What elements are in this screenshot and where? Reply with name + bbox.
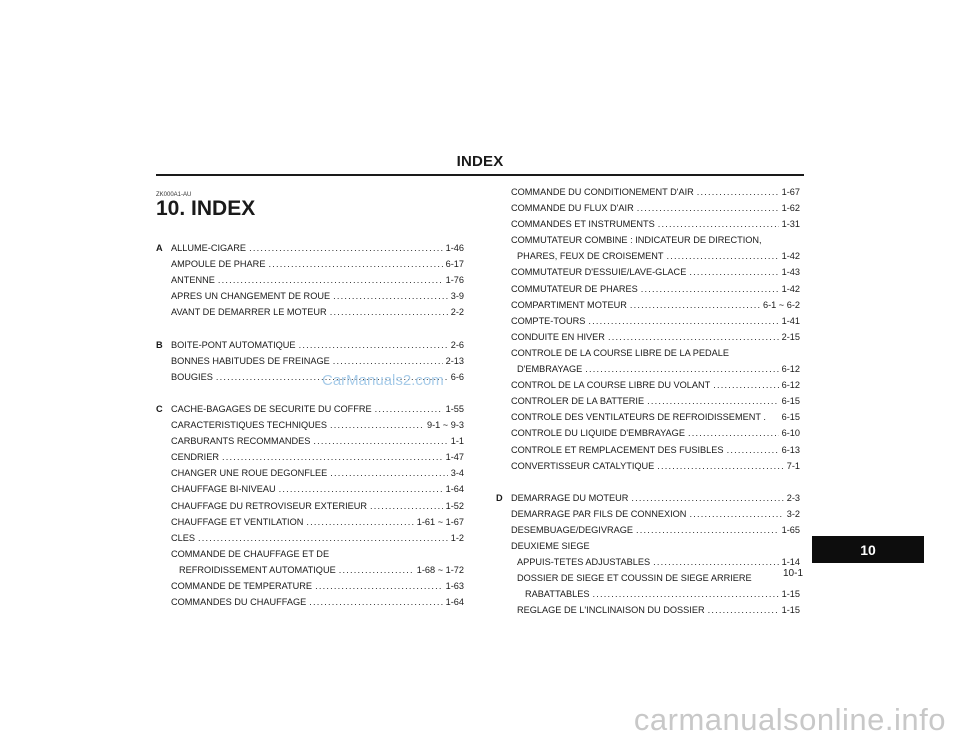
index-letter — [496, 216, 511, 232]
index-gap — [496, 474, 800, 490]
index-entry[interactable] — [496, 329, 800, 345]
dot-leader — [315, 578, 443, 594]
dot-leader — [309, 594, 442, 610]
index-letter — [156, 514, 171, 530]
index-page-ref: 1-31 — [781, 219, 800, 230]
index-entry[interactable] — [496, 602, 800, 618]
index-entry[interactable] — [156, 288, 464, 304]
index-page-ref: 6-1 ~ 6-2 — [762, 299, 800, 310]
chapter-tab-label: 10 — [860, 541, 876, 558]
index-entry-name: CLES — [171, 532, 196, 543]
index-letter — [496, 184, 511, 200]
index-entry-name: AVANT DE DEMARRER LE MOTEUR — [171, 307, 327, 318]
index-entry-name: ANTENNE — [171, 275, 215, 286]
index-entry[interactable] — [156, 546, 464, 562]
index-entry-name: DESEMBUAGE/DEGIVRAGE — [511, 524, 634, 535]
dot-leader — [330, 304, 448, 320]
index-entry-name: DEMARRAGE DU MOTEUR — [511, 492, 629, 503]
index-entry-name: REGLAGE DE L'INCLINAISON DU DOSSIER — [517, 605, 705, 616]
index-page-ref: 6-15 — [781, 412, 800, 423]
index-entry[interactable] — [496, 409, 800, 425]
index-entry-name: CHAUFFAGE ET VENTILATION — [171, 516, 304, 527]
index-entry[interactable] — [496, 216, 800, 232]
index-page-ref: 1-43 — [781, 267, 800, 278]
index-entry-name: COMMUTATEUR DE PHARES — [511, 283, 638, 294]
index-entry[interactable] — [496, 248, 800, 264]
index-entry[interactable] — [156, 449, 464, 465]
index-letter — [496, 393, 511, 409]
index-letter — [496, 297, 511, 313]
index-letter — [496, 377, 511, 393]
dot-leader — [657, 458, 783, 474]
index-entry[interactable] — [496, 554, 800, 570]
dot-leader — [249, 240, 443, 256]
index-page-ref: 2-2 — [450, 307, 464, 318]
index-letter — [496, 425, 511, 441]
index-page-ref: 6-12 — [781, 380, 800, 391]
dot-leader — [198, 530, 448, 546]
index-entry[interactable] — [496, 377, 800, 393]
index-entry-name: ALLUME-CIGARE — [171, 243, 247, 253]
index-letter — [156, 417, 171, 433]
dot-leader — [630, 297, 760, 313]
index-entry-name: COMMANDE DE TEMPERATURE — [171, 580, 313, 591]
dot-leader — [631, 490, 783, 506]
index-entry-name: COMMANDE DE CHAUFFAGE ET DE — [171, 548, 330, 559]
index-entry[interactable] — [156, 256, 464, 272]
index-letter — [496, 264, 511, 280]
index-letter — [156, 288, 171, 304]
index-entry[interactable] — [496, 297, 800, 313]
index-entry-name: CONVERTISSEUR CATALYTIQUE — [511, 460, 655, 471]
index-page-ref: 6-15 — [781, 396, 800, 407]
index-page-ref: 1-14 — [781, 557, 800, 568]
index-letter: A — [156, 243, 163, 253]
dot-leader — [333, 353, 443, 369]
index-entry-name: CONTROLE DE LA COURSE LIBRE DE LA PEDALE — [511, 347, 730, 358]
index-page-ref: 1-15 — [781, 605, 800, 616]
index-letter — [156, 369, 171, 385]
index-entry[interactable] — [156, 272, 464, 288]
index-entry-name: REFROIDISSEMENT AUTOMATIQUE — [179, 564, 336, 575]
index-page-ref: 1-68 ~ 1-72 — [416, 564, 464, 575]
index-entry[interactable] — [496, 442, 800, 458]
index-entry[interactable] — [156, 433, 464, 449]
index-page-ref: 1-67 — [781, 187, 800, 197]
index-entry[interactable] — [156, 240, 464, 256]
index-entry-name: CONTROLER DE LA BATTERIE — [511, 396, 645, 407]
index-entry-name: CONTROL DE LA COURSE LIBRE DU VOLANT — [511, 380, 711, 391]
index-entry[interactable] — [496, 538, 800, 554]
index-entry[interactable] — [156, 337, 464, 353]
index-entry[interactable] — [156, 401, 464, 417]
index-page-ref: 6-17 — [445, 259, 464, 270]
index-entry[interactable] — [156, 353, 464, 369]
index-entry-name: BOUGIES — [171, 371, 213, 382]
index-page-ref: 1-47 — [445, 452, 464, 463]
index-page-ref: 1-15 — [781, 589, 800, 600]
index-entry[interactable] — [496, 506, 800, 522]
index-entry-name: DEMARRAGE PAR FILS DE CONNEXION — [511, 508, 687, 519]
index-letter — [496, 586, 511, 602]
index-letter — [156, 481, 171, 497]
index-letter — [156, 449, 171, 465]
index-entry-name: CARACTERISTIQUES TECHNIQUES — [171, 420, 328, 431]
index-letter — [156, 562, 171, 578]
chapter-tab[interactable] — [812, 536, 924, 563]
index-entry[interactable] — [496, 490, 800, 506]
index-page-ref: 9-1 ~ 9-3 — [426, 420, 464, 431]
index-entry-name: COMMANDE DU CONDITIONEMENT D'AIR — [511, 187, 694, 197]
index-entry[interactable] — [496, 281, 800, 297]
index-entry[interactable] — [156, 498, 464, 514]
dot-leader — [279, 481, 443, 497]
index-page-ref: 1-52 — [445, 500, 464, 511]
index-entry-name: CONTROLE DU LIQUIDE D'EMBRAYAGE — [511, 428, 685, 439]
index-entry-name: CONTROLE ET REMPLACEMENT DES FUSIBLES — [511, 444, 724, 455]
index-entry[interactable] — [156, 481, 464, 497]
index-entry[interactable] — [496, 425, 800, 441]
index-page-ref: 1-42 — [781, 283, 800, 294]
index-entry[interactable] — [496, 345, 800, 361]
dot-leader — [667, 248, 779, 264]
index-entry-name: COMMUTATEUR D'ESSUIE/LAVE-GLACE — [511, 267, 687, 278]
index-letter — [496, 248, 511, 264]
index-entry-name: COMMUTATEUR COMBINE : INDICATEUR DE DIRECTION, — [511, 235, 762, 246]
index-entry[interactable] — [496, 522, 800, 538]
index-letter — [496, 313, 511, 329]
dot-leader — [268, 256, 442, 272]
index-page-ref: 7-1 — [786, 460, 800, 471]
dot-leader — [330, 465, 448, 481]
index-page-ref: 3-2 — [786, 508, 800, 519]
index-entry-name: CONTROLE DES VENTILATEURS DE REFROIDISSEMENT . — [511, 412, 766, 423]
index-entry-name: D'EMBRAYAGE — [517, 364, 583, 375]
index-entry[interactable] — [496, 200, 800, 216]
index-entry[interactable] — [156, 594, 464, 610]
index-page-ref: 6-10 — [781, 428, 800, 439]
index-letter — [156, 353, 171, 369]
index-page-ref: 1-61 ~ 1-67 — [416, 516, 464, 527]
index-entry-name: PHARES, FEUX DE CROISEMENT — [517, 251, 664, 262]
index-page-ref: 1-64 — [445, 484, 464, 495]
index-entry[interactable] — [496, 393, 800, 409]
index-entry[interactable] — [156, 514, 464, 530]
index-letter — [496, 554, 511, 570]
index-entry-name: APRES UN CHANGEMENT DE ROUE — [171, 291, 331, 302]
dot-leader — [313, 433, 447, 449]
index-letter — [156, 578, 171, 594]
index-letter — [156, 546, 171, 562]
index-entry[interactable] — [496, 361, 800, 377]
dot-leader — [708, 602, 779, 618]
index-letter — [156, 272, 171, 288]
dot-leader — [588, 313, 778, 329]
page-number: 10-1 — [782, 568, 803, 579]
index-letter — [156, 530, 171, 546]
dot-leader — [697, 184, 779, 200]
index-page-ref: 1-64 — [445, 597, 464, 608]
index-entry-name: CENDRIER — [171, 452, 219, 463]
dot-leader — [299, 337, 448, 353]
index-page-ref: 2-3 — [786, 492, 800, 503]
index-letter — [156, 594, 171, 610]
index-letter — [496, 232, 511, 248]
index-letter — [496, 570, 511, 586]
header-rule — [156, 174, 804, 176]
index-entry-name: CHAUFFAGE BI-NIVEAU — [171, 484, 276, 495]
dot-leader — [608, 329, 779, 345]
index-letter — [496, 522, 511, 538]
index-page-ref: 1-55 — [445, 403, 464, 414]
index-entry-name: BONNES HABITUDES DE FREINAGE — [171, 355, 330, 366]
index-entry-name: COMMANDES DU CHAUFFAGE — [171, 597, 307, 608]
index-entry-name: APPUIS-TETES ADJUSTABLES — [517, 557, 651, 568]
index-letter: C — [156, 403, 163, 414]
index-letter — [156, 256, 171, 272]
watermark-footer: carmanualsonline.info — [633, 702, 946, 737]
dot-leader — [375, 401, 443, 417]
index-entry-name: COMMANDE DU FLUX D'AIR — [511, 203, 634, 214]
index-column-right — [496, 184, 800, 619]
index-entry[interactable] — [156, 562, 464, 578]
index-page-ref: 6-13 — [781, 444, 800, 455]
index-entry[interactable] — [496, 264, 800, 280]
index-page-ref: 1-62 — [781, 203, 800, 214]
dot-leader — [689, 506, 783, 522]
index-entry-name: DOSSIER DE SIEGE ET COUSSIN DE SIEGE ARRIERE — [517, 573, 752, 584]
index-letter — [496, 361, 511, 377]
index-entry-name: CHANGER UNE ROUE DEGONFLEE — [171, 468, 328, 479]
index-letter — [496, 329, 511, 345]
index-entry-name: RABATTABLES — [525, 589, 590, 600]
index-column-left — [156, 240, 464, 610]
index-page-ref: 1-46 — [445, 243, 464, 253]
dot-leader — [713, 377, 778, 393]
dot-leader — [689, 264, 778, 280]
index-letter — [496, 200, 511, 216]
index-entry[interactable] — [496, 184, 800, 200]
index-page-ref: 1-1 — [450, 436, 464, 447]
index-entry-name: AMPOULE DE PHARE — [171, 259, 266, 270]
index-page-ref: 1-65 — [781, 524, 800, 535]
index-letter — [496, 458, 511, 474]
index-page-ref: 6-12 — [781, 364, 800, 375]
index-page-ref: 1-63 — [445, 580, 464, 591]
watermark-center: CarManuals2.com — [322, 372, 444, 389]
dot-leader — [306, 514, 413, 530]
index-entry[interactable] — [156, 465, 464, 481]
index-letter — [496, 345, 511, 361]
index-letter — [156, 465, 171, 481]
dot-leader — [637, 200, 779, 216]
dot-leader — [688, 425, 779, 441]
index-page-ref: 2-6 — [450, 339, 464, 350]
index-entry-name: BOITE-PONT AUTOMATIQUE — [171, 339, 296, 350]
dot-leader — [222, 449, 443, 465]
index-entry[interactable] — [496, 232, 800, 248]
index-page-ref: 3-9 — [450, 291, 464, 302]
index-entry-name: COMMANDES ET INSTRUMENTS — [511, 219, 655, 230]
index-letter — [156, 304, 171, 320]
dot-leader — [658, 216, 779, 232]
index-letter — [496, 409, 511, 425]
index-entry-name: CHAUFFAGE DU RETROVISEUR EXTERIEUR — [171, 500, 368, 511]
index-letter — [496, 602, 511, 618]
dot-leader — [641, 281, 779, 297]
dot-leader — [330, 417, 424, 433]
index-entry[interactable] — [156, 578, 464, 594]
index-page-ref: 3-4 — [450, 468, 464, 479]
dot-leader — [585, 361, 778, 377]
index-letter — [156, 433, 171, 449]
dot-leader — [727, 442, 779, 458]
index-letter — [156, 498, 171, 514]
dot-leader — [647, 393, 779, 409]
index-entry-name: COMPTE-TOURS — [511, 315, 586, 326]
index-letter: D — [496, 492, 503, 503]
index-gap — [156, 320, 464, 336]
dot-leader — [218, 272, 443, 288]
index-letter — [496, 442, 511, 458]
section-code: ZK000A1-AU — [156, 192, 192, 198]
index-page-ref: 6-6 — [450, 371, 464, 382]
index-entry[interactable] — [156, 530, 464, 546]
index-entry[interactable] — [496, 586, 800, 602]
index-page-ref: 1-2 — [450, 532, 464, 543]
dot-leader — [593, 586, 779, 602]
index-entry-name: DEUXIEME SIEGE — [511, 541, 590, 552]
index-entry-name: CARBURANTS RECOMMANDES — [171, 436, 311, 447]
index-page-ref: 2-13 — [445, 355, 464, 366]
index-entry[interactable] — [496, 570, 800, 586]
index-page-ref: 1-41 — [781, 315, 800, 326]
index-letter — [496, 281, 511, 297]
section-title: 10. INDEX — [156, 197, 256, 220]
index-entry[interactable] — [156, 304, 464, 320]
index-entry-name: CONDUITE EN HIVER — [511, 331, 605, 342]
index-letter — [496, 538, 511, 554]
index-page-ref: 2-15 — [781, 331, 800, 342]
index-page-ref: 1-42 — [781, 251, 800, 262]
index-letter: B — [156, 339, 163, 350]
dot-leader — [333, 288, 448, 304]
dot-leader — [636, 522, 779, 538]
index-entry[interactable] — [496, 458, 800, 474]
index-letter — [496, 506, 511, 522]
index-entry-name: COMPARTIMENT MOTEUR — [511, 299, 627, 310]
index-page-ref: 1-76 — [445, 275, 464, 286]
index-entry[interactable] — [156, 417, 464, 433]
index-entry[interactable] — [496, 313, 800, 329]
dot-leader — [370, 498, 443, 514]
index-entry-name: CACHE-BAGAGES DE SECURITE DU COFFRE — [171, 403, 372, 414]
page-header-title: INDEX — [456, 153, 504, 170]
dot-leader — [339, 562, 414, 578]
